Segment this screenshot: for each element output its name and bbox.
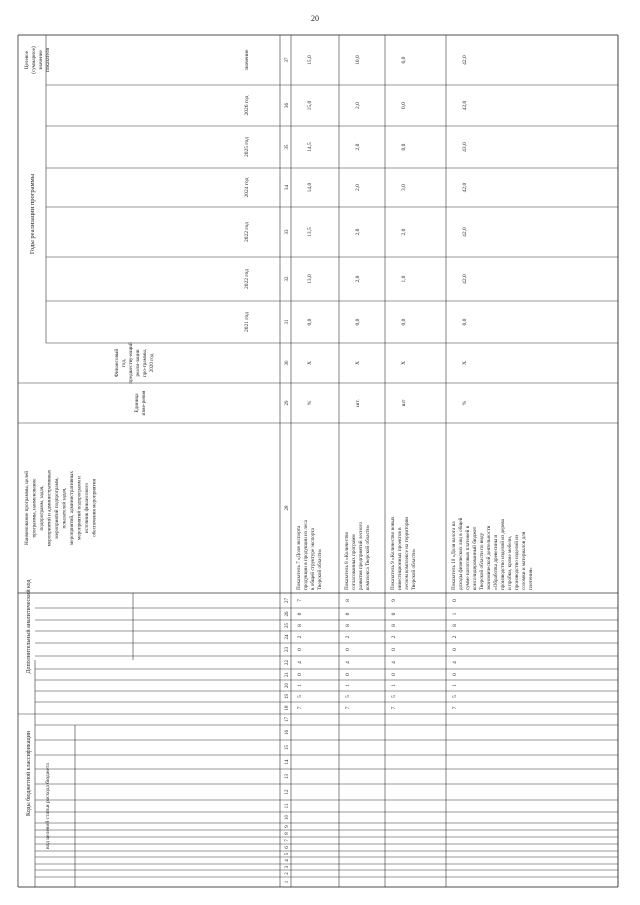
year-value: 1,0: [401, 275, 407, 283]
year-label: 2022 год: [244, 222, 250, 242]
year-label: 2021 год: [244, 312, 250, 332]
indicator-name: соломки и материалов для: [521, 531, 527, 590]
column-number: 6: [285, 846, 290, 849]
analytic-code-digit: 7: [391, 706, 397, 710]
indicator-name: Показатель 7 «Доля экспорта: [296, 525, 302, 590]
analytic-code-digit: 2: [297, 635, 303, 639]
header-name: мероприятий подпрограмм,: [54, 477, 60, 539]
prev-year-value: Х: [355, 361, 361, 365]
analytic-code-digit: 1: [297, 684, 303, 687]
column-number: 4: [285, 859, 290, 862]
analytic-code-digit: 1: [452, 684, 458, 687]
year-label: 2025 год: [244, 137, 250, 157]
column-number: 13: [285, 774, 290, 779]
column-number: 22: [285, 660, 290, 665]
indicator-name: Показатель 9 «Количество новых: [390, 516, 396, 590]
column-number: 8: [285, 832, 290, 835]
analytic-code-digit: 1: [452, 612, 458, 616]
analytic-code-digit: 4: [452, 661, 458, 664]
unit-value: шт: [401, 399, 407, 407]
year-value: 2,0: [355, 228, 361, 236]
indicator-name: производство изделий из дерева: [500, 519, 506, 590]
header-final-year: предшеству-ющий: [128, 342, 134, 384]
indicator-name: экономической деятельности: [486, 525, 492, 590]
indicator-name: и пробки, кроме мебели,: [507, 535, 513, 590]
column-number: 18: [285, 705, 290, 711]
header-final-year: реали-зации: [135, 349, 141, 377]
prev-year-value: Х: [307, 361, 313, 365]
value-label: значение: [244, 49, 250, 71]
analytic-code-digit: 1: [391, 684, 397, 687]
unit-value: %: [462, 400, 468, 406]
column-number: 25: [285, 623, 290, 628]
analytic-code-digit: 7: [345, 706, 351, 710]
indicator-name: консолидированный бюджет: [472, 526, 478, 590]
analytic-code-digit: 0: [345, 648, 351, 651]
column-number: 36: [285, 103, 290, 108]
column-number: 10: [285, 815, 290, 820]
column-number: 14: [285, 759, 290, 765]
header-final-year: год,: [121, 358, 127, 368]
indicator-name: Показатель 10 «Доля налога на: [451, 521, 457, 590]
header-target-article: код целевой статьи расхода бюджета: [45, 763, 51, 849]
page-number: 20: [311, 14, 319, 23]
analytic-code-digit: 2: [345, 635, 351, 639]
year-value: 2,0: [355, 184, 361, 191]
indicator-name: инвестиционных проектов в: [397, 527, 403, 590]
column-number: 17: [285, 717, 290, 722]
column-number: 9: [285, 825, 290, 828]
column-number: 30: [285, 360, 290, 366]
analytic-code-digit: 0: [345, 612, 351, 616]
year-value: 0,0: [355, 318, 361, 326]
analytic-code-digit: 0: [452, 599, 458, 602]
column-number: 28: [285, 505, 290, 511]
indicator-name: производство изделий из: [514, 534, 520, 590]
indicator-name: развития предприятий лесного: [358, 521, 364, 590]
analytic-code-digit: 4: [345, 661, 351, 664]
header-final-year: 2020 год: [149, 353, 155, 373]
column-number: 35: [285, 144, 290, 150]
analytic-code-digit: 8: [391, 624, 397, 627]
indicator-name: плетения»: [528, 567, 534, 590]
header-name: подпрограмм, задач,: [39, 485, 45, 531]
column-number: 15: [285, 745, 290, 750]
analytic-code-digit: 0: [297, 648, 303, 651]
analytic-code-digit: 5: [297, 695, 303, 698]
header-name: мероприятий, административных: [69, 470, 75, 546]
year-label: 2024 год: [244, 177, 250, 198]
analytic-code-digit: 9: [391, 599, 397, 602]
year-value: 0,0: [462, 318, 468, 326]
analytic-code-digit: 0: [391, 673, 397, 676]
year-value: 14,5: [307, 142, 313, 152]
indicator-name: согласованных программ: [351, 534, 357, 590]
analytic-code-digit: 7: [452, 706, 458, 710]
header-additional-code: Дополнительный аналитический код: [26, 579, 32, 674]
column-number: 37: [285, 57, 290, 63]
indicator-name: продукции в продукции из леса: [303, 520, 309, 590]
year-value: 42,0: [462, 227, 468, 237]
column-number: 32: [285, 276, 290, 282]
column-number: 31: [285, 319, 290, 325]
analytic-code-digit: 2: [452, 635, 458, 639]
prev-year-value: Х: [462, 361, 468, 365]
analytic-code-digit: 7: [297, 706, 303, 710]
unit-value: шт.: [355, 399, 361, 407]
column-number: 12: [285, 789, 290, 795]
analytic-code-digit: 0: [297, 612, 303, 616]
year-value: 13,0: [307, 274, 313, 284]
header-unit: Единица: [134, 393, 140, 413]
year-value: 0,0: [401, 143, 407, 151]
analytic-code-digit: 4: [297, 661, 303, 664]
header-final-year: про-граммы,: [142, 348, 148, 378]
header-target-value: показателя: [45, 48, 51, 72]
analytic-code-digit: 0: [391, 612, 397, 616]
analytic-code-digit: 2: [391, 635, 397, 639]
header-budget-codes: Коды бюджетной классификации: [26, 731, 32, 816]
analytic-code-digit: 1: [345, 684, 351, 687]
year-value: 0,0: [401, 102, 407, 109]
unit-value: %: [307, 400, 313, 406]
column-number: 11: [285, 803, 290, 809]
header-name: источник финансового: [84, 482, 90, 534]
year-label: 2026 год: [244, 95, 250, 116]
year-value: 14,0: [307, 182, 313, 193]
column-number: 33: [285, 229, 290, 235]
column-number: 34: [285, 185, 290, 190]
year-value: 15,0: [307, 100, 313, 111]
header-final-year: Финансовый: [114, 348, 120, 378]
analytic-code-digit: 8: [297, 624, 303, 627]
column-number: 23: [285, 647, 290, 652]
analytic-code-digit: 4: [391, 661, 397, 664]
header-target-value: (суммарное): [31, 46, 37, 74]
analytic-code-digit: 7: [297, 599, 303, 602]
year-value: 42,0: [462, 274, 468, 284]
indicator-name: Показатель 8 «Количество: [344, 531, 350, 590]
column-number: 5: [285, 852, 290, 856]
year-value: 42,0: [462, 182, 468, 193]
column-number: 21: [285, 672, 290, 677]
analytic-code-digit: 8: [452, 624, 458, 627]
analytic-code-digit: 0: [391, 648, 397, 651]
column-number: 19: [285, 694, 290, 699]
column-number: 2: [285, 872, 290, 875]
analytic-code-digit: 8: [345, 624, 351, 627]
column-number: 20: [285, 683, 290, 688]
column-number: 27: [285, 598, 290, 603]
analytic-code-digit: 5: [452, 695, 458, 698]
analytic-code-digit: 0: [297, 673, 303, 676]
year-value: 42,0: [462, 100, 468, 111]
header-name: обеспечения мероприятия: [91, 479, 98, 537]
indicator-name: сумме налоговых платежей в: [465, 525, 471, 590]
year-value: 13,5: [307, 227, 313, 237]
year-value: 2,0: [355, 102, 361, 109]
year-value: 0,0: [307, 318, 313, 326]
analytic-code-digit: 5: [391, 695, 397, 698]
indicator-name: комплекса Тверской области»: [365, 524, 371, 590]
column-number: 16: [285, 730, 290, 735]
year-value: 2,0: [401, 228, 407, 236]
target-value: 15,0: [307, 55, 313, 65]
indicator-name: Тверской области»: [411, 548, 417, 590]
target-value: 10,0: [355, 55, 361, 65]
header-unit: изме-рения: [141, 390, 147, 416]
header-years: Годы реализации программы: [29, 173, 36, 255]
year-value: 0,0: [401, 318, 407, 326]
target-value: 42,0: [462, 55, 468, 65]
indicator-name: доходы физических лиц в общей: [458, 517, 464, 590]
analytic-code-digit: 0: [452, 648, 458, 651]
prev-year-value: Х: [401, 361, 407, 365]
header-name: показателей задач,: [61, 487, 68, 529]
header-target-value: значение: [38, 50, 44, 70]
indicator-name: Тверской области по виду: [479, 532, 485, 590]
column-number: 7: [285, 839, 290, 842]
analytic-code-digit: 5: [345, 695, 351, 698]
column-number: 24: [285, 634, 290, 640]
analytic-code-digit: 8: [345, 599, 351, 602]
header-name: мероприятий и административных: [46, 469, 53, 547]
year-value: 2,0: [355, 143, 361, 151]
indicator-name: Тверской области»: [317, 548, 323, 590]
header-name: мероприятий подпрограмм и: [76, 476, 83, 540]
year-label: 2022 год: [244, 269, 250, 289]
analytic-code-digit: 0: [345, 673, 351, 676]
column-number: 3: [285, 865, 290, 869]
indicator-name: лесном комплексе на территории: [404, 516, 410, 590]
target-value: 6,0: [401, 56, 407, 64]
year-value: 3,0: [401, 184, 407, 191]
indicator-name: «Обработка древесины и: [493, 534, 499, 590]
indicator-name: в общей структуре экспорта: [310, 528, 316, 590]
analytic-code-digit: 0: [452, 673, 458, 676]
column-number: 1: [285, 880, 290, 884]
header-target-value: Целевое: [24, 50, 30, 70]
year-value: 2,0: [355, 275, 361, 283]
year-value: 43,0: [462, 142, 468, 152]
column-number: 26: [285, 611, 290, 617]
header-name: программы, наименование: [31, 478, 38, 538]
column-number: 29: [285, 400, 290, 406]
header-name: Наименование программы, целей: [24, 471, 30, 545]
